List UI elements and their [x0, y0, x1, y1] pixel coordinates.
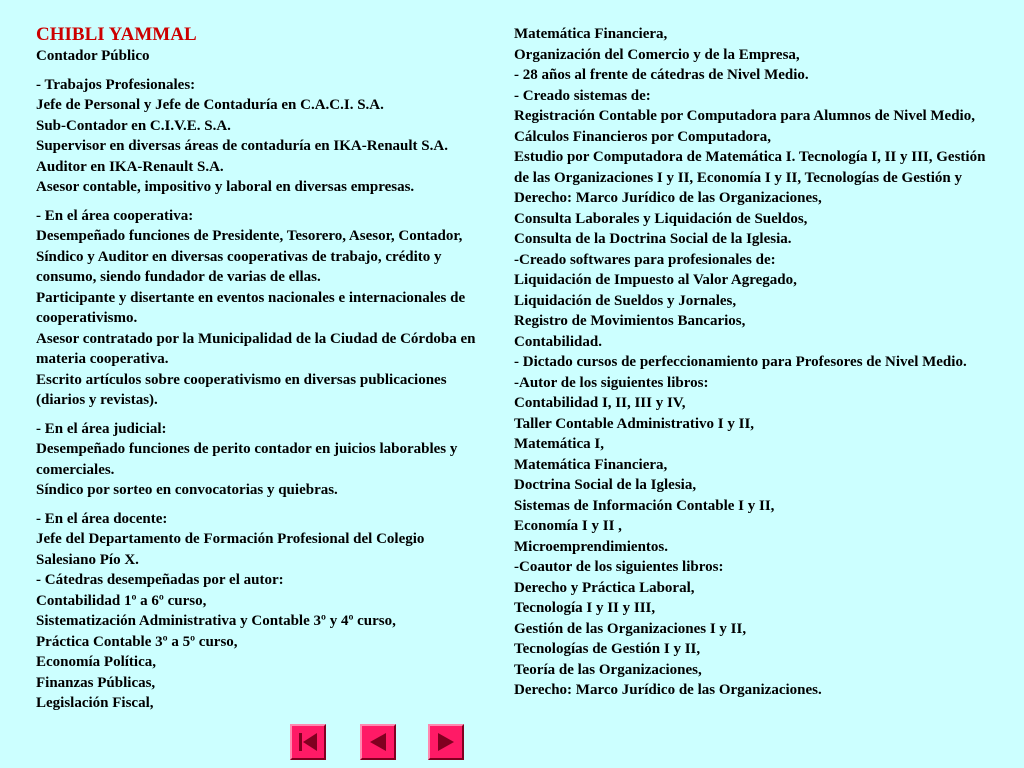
text-line: Registro de Movimientos Bancarios,: [514, 313, 746, 329]
text-line: Participante y disertante en eventos nacionales e internacionales de cooperativismo.: [36, 289, 466, 326]
next-slide-icon: [430, 726, 462, 758]
text-line: Escrito artículos sobre cooperativismo en diversas publicaciones (diarios y revistas).: [36, 371, 447, 408]
text-line: - Dictado cursos de perfeccionamiento para Profesores de Nivel Medio.: [514, 354, 967, 370]
text-line: Microemprendimientos.: [514, 538, 669, 555]
text-line: Matemática I,: [514, 436, 604, 452]
text-line: -Autor de los siguientes libros:: [514, 374, 709, 391]
text-line: -Creado softwares para profesionales de:: [514, 251, 776, 268]
text-line: Tecnologías de Gestión I y II,: [514, 641, 701, 657]
text-line: Organización del Comercio y de la Empresa,: [514, 46, 800, 63]
text-line: Sub-Contador en C.I.V.E. S.A.: [36, 117, 231, 134]
text-line: Registración Contable por Computadora para Alumnos de Nivel Medio,: [514, 108, 975, 124]
next-slide-button[interactable]: [428, 724, 464, 760]
text-line: Asesor contable, impositivo y laboral en diversas empresas.: [36, 179, 415, 195]
text-line: Matemática Financiera,: [514, 26, 668, 42]
text-line: Taller Contable Administrativo I y II,: [514, 415, 755, 432]
author-title: Contador Público: [36, 48, 150, 64]
text-line: - En el área judicial:: [36, 420, 167, 437]
text-line: Derecho: Marco Jurídico de las Organizaciones.: [514, 682, 822, 698]
text-line: Gestión de las Organizaciones I y II,: [514, 620, 747, 637]
right-column: [514, 24, 992, 701]
text-line: Jefe de Personal y Jefe de Contaduría en C.A.C.I. S.A.: [36, 97, 384, 113]
text-line: Liquidación de Sueldos y Jornales,: [514, 292, 737, 309]
text-line: Doctrina Social de la Iglesia,: [514, 477, 697, 493]
text-line: Derecho y Práctica Laboral,: [514, 579, 695, 596]
text-line: Economía Política,: [36, 654, 156, 670]
text-line: - En el área docente:: [36, 510, 168, 527]
slide-navigation: [290, 724, 466, 761]
text-line: - Creado sistemas de:: [514, 87, 651, 104]
first-slide-icon: [292, 726, 324, 758]
text-line: Economía I y II ,: [514, 518, 622, 534]
previous-slide-button[interactable]: [360, 724, 396, 760]
text-line: Desempeñado funciones de perito contador en juicios laborables y comerciales.: [36, 441, 458, 478]
text-line: Consulta de la Doctrina Social de la Iglesia.: [514, 231, 792, 247]
text-line: - En el área cooperativa:: [36, 207, 194, 224]
text-line: Consulta Laborales y Liquidación de Sueldos,: [514, 210, 808, 227]
text-line: Síndico por sorteo en convocatorias y quiebras.: [36, 482, 338, 498]
text-line: - Cátedras desempeñadas por el autor:: [36, 572, 284, 588]
section-teaching: [36, 509, 484, 714]
text-line: Desempeñado funciones de Presidente, Tesorero, Asesor, Contador, Síndico y Auditor en diversas cooperativas de trabajo, crédito y consumo, siendo fundador de varias de ellas.: [36, 228, 463, 285]
text-line: Estudio por Computadora de Matemática I. Tecnología I, II y III, Gestión de las Organizaciones I y II, Economía I y II, Tecnologías de Gestión y Derecho: Marco Jurídico de las Organizaciones,: [514, 149, 986, 206]
text-line: Liquidación de Impuesto al Valor Agregado,: [514, 272, 797, 288]
text-line: Auditor en IKA-Renault S.A.: [36, 158, 224, 175]
section-cooperative: [36, 206, 484, 411]
section-judicial: [36, 419, 484, 501]
text-line: Sistemas de Información Contable I y II,: [514, 497, 775, 514]
author-name: CHIBLI YAMMAL: [36, 24, 197, 45]
text-line: Asesor contratado por la Municipalidad de la Ciudad de Córdoba en materia cooperativa.: [36, 330, 476, 367]
left-column: [36, 24, 484, 714]
text-line: Práctica Contable 3º a 5º curso,: [36, 633, 238, 650]
text-line: Legislación Fiscal,: [36, 695, 154, 711]
text-line: Contabilidad 1º a 6º curso,: [36, 592, 207, 609]
text-line: Tecnología I y II y III,: [514, 600, 656, 616]
text-line: Finanzas Públicas,: [36, 674, 156, 691]
text-line: Contabilidad I, II, III y IV,: [514, 395, 686, 411]
first-slide-button[interactable]: [290, 724, 326, 760]
text-line: Contabilidad.: [514, 333, 602, 350]
text-line: Cálculos Financieros por Computadora,: [514, 128, 771, 145]
text-line: Jefe del Departamento de Formación Profesional del Colegio Salesiano Pío X.: [36, 531, 425, 568]
text-line: - Trabajos Profesionales:: [36, 76, 196, 93]
text-line: - 28 años al frente de cátedras de Nivel Medio.: [514, 67, 809, 83]
previous-slide-icon: [362, 726, 394, 758]
text-line: Matemática Financiera,: [514, 456, 668, 473]
text-line: Supervisor en diversas áreas de contaduría en IKA-Renault S.A.: [36, 138, 448, 154]
text-line: Teoría de las Organizaciones,: [514, 661, 702, 678]
text-line: -Coautor de los siguientes libros:: [514, 559, 724, 575]
text-line: Sistematización Administrativa y Contable 3º y 4º curso,: [36, 613, 396, 629]
section-professional-work: [36, 75, 484, 198]
